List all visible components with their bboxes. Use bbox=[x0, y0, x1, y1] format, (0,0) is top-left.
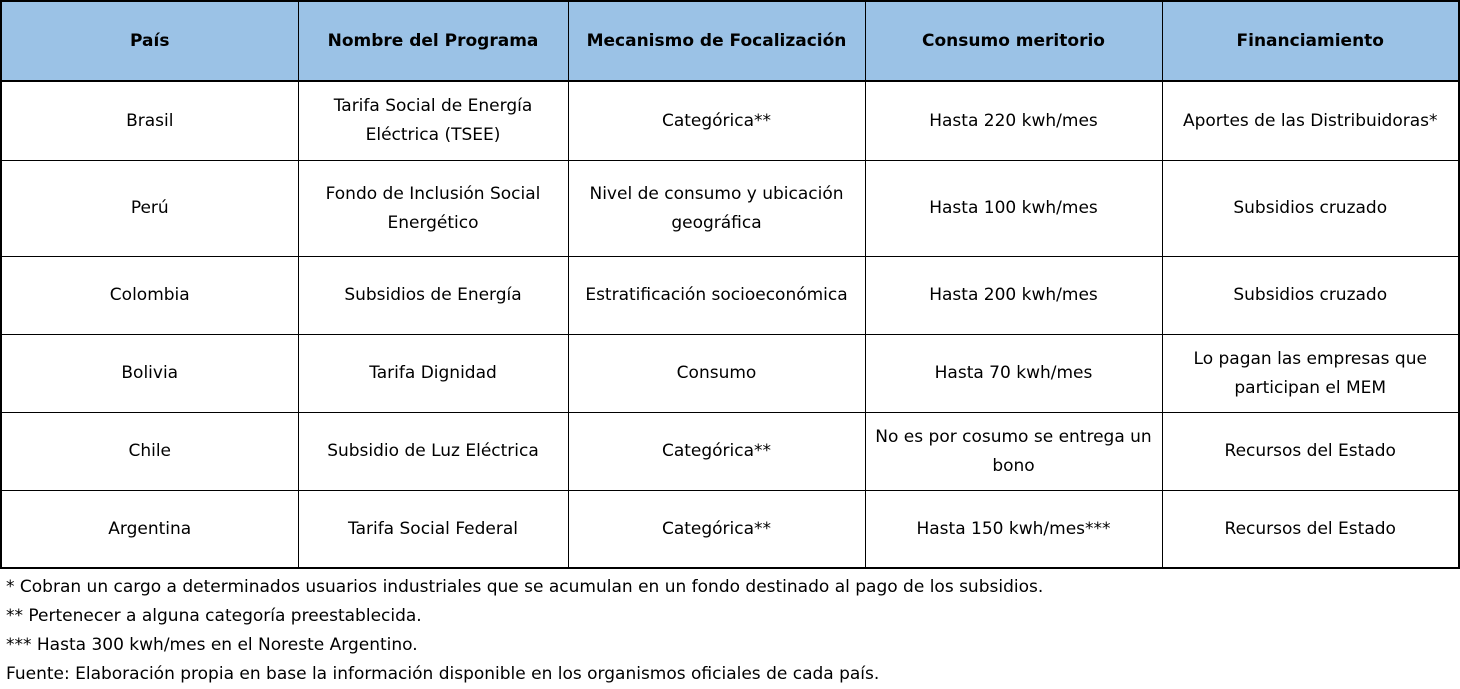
footnotes bbox=[0, 569, 1460, 689]
cell-programa: Subsidio de Luz Eléctrica bbox=[298, 413, 568, 491]
cell-mecanismo: Categórica** bbox=[568, 81, 865, 161]
table-header-row bbox=[1, 1, 1459, 81]
table-row bbox=[1, 491, 1459, 569]
cell-programa: Tarifa Social de Energía Eléctrica (TSEE) bbox=[298, 81, 568, 161]
header-mecanismo: Mecanismo de Focalización bbox=[568, 1, 865, 81]
cell-financiamiento: Aportes de las Distribuidoras* bbox=[1162, 81, 1459, 161]
source-note: Fuente: Elaboración propia en base la información disponible en los organismos oficiales de cada país. bbox=[6, 664, 880, 684]
header-programa: Nombre del Programa bbox=[298, 1, 568, 81]
footnote-2: ** Pertenecer a alguna categoría preestablecida. bbox=[6, 606, 422, 626]
header-pais: País bbox=[1, 1, 298, 81]
cell-consumo: No es por cosumo se entrega un bono bbox=[865, 413, 1162, 491]
cell-pais: Bolivia bbox=[1, 335, 298, 413]
cell-financiamiento: Subsidios cruzado bbox=[1162, 161, 1459, 257]
header-financiamiento: Financiamiento bbox=[1162, 1, 1459, 81]
cell-consumo: Hasta 150 kwh/mes*** bbox=[865, 491, 1162, 569]
cell-programa: Subsidios de Energía bbox=[298, 257, 568, 335]
footnote-1: * Cobran un cargo a determinados usuarios industriales que se acumulan en un fondo destinado al pago de los subsidios. bbox=[6, 577, 1044, 597]
cell-pais: Colombia bbox=[1, 257, 298, 335]
cell-consumo: Hasta 200 kwh/mes bbox=[865, 257, 1162, 335]
table-row bbox=[1, 257, 1459, 335]
cell-consumo: Hasta 100 kwh/mes bbox=[865, 161, 1162, 257]
table-row bbox=[1, 413, 1459, 491]
cell-programa: Tarifa Dignidad bbox=[298, 335, 568, 413]
cell-financiamiento: Recursos del Estado bbox=[1162, 413, 1459, 491]
cell-pais: Chile bbox=[1, 413, 298, 491]
cell-mecanismo: Categórica** bbox=[568, 413, 865, 491]
cell-pais: Argentina bbox=[1, 491, 298, 569]
cell-programa: Tarifa Social Federal bbox=[298, 491, 568, 569]
cell-financiamiento: Recursos del Estado bbox=[1162, 491, 1459, 569]
cell-mecanismo: Categórica** bbox=[568, 491, 865, 569]
cell-financiamiento: Lo pagan las empresas que participan el MEM bbox=[1162, 335, 1459, 413]
cell-consumo: Hasta 70 kwh/mes bbox=[865, 335, 1162, 413]
cell-mecanismo: Nivel de consumo y ubicación geográfica bbox=[568, 161, 865, 257]
table-row bbox=[1, 161, 1459, 257]
cell-mecanismo: Estratificación socioeconómica bbox=[568, 257, 865, 335]
cell-financiamiento: Subsidios cruzado bbox=[1162, 257, 1459, 335]
cell-consumo: Hasta 220 kwh/mes bbox=[865, 81, 1162, 161]
cell-programa: Fondo de Inclusión Social Energético bbox=[298, 161, 568, 257]
footnote-3: *** Hasta 300 kwh/mes en el Noreste Argentino. bbox=[6, 635, 418, 655]
cell-mecanismo: Consumo bbox=[568, 335, 865, 413]
cell-pais: Brasil bbox=[1, 81, 298, 161]
header-consumo: Consumo meritorio bbox=[865, 1, 1162, 81]
cell-pais: Perú bbox=[1, 161, 298, 257]
table-row bbox=[1, 81, 1459, 161]
table-row bbox=[1, 335, 1459, 413]
